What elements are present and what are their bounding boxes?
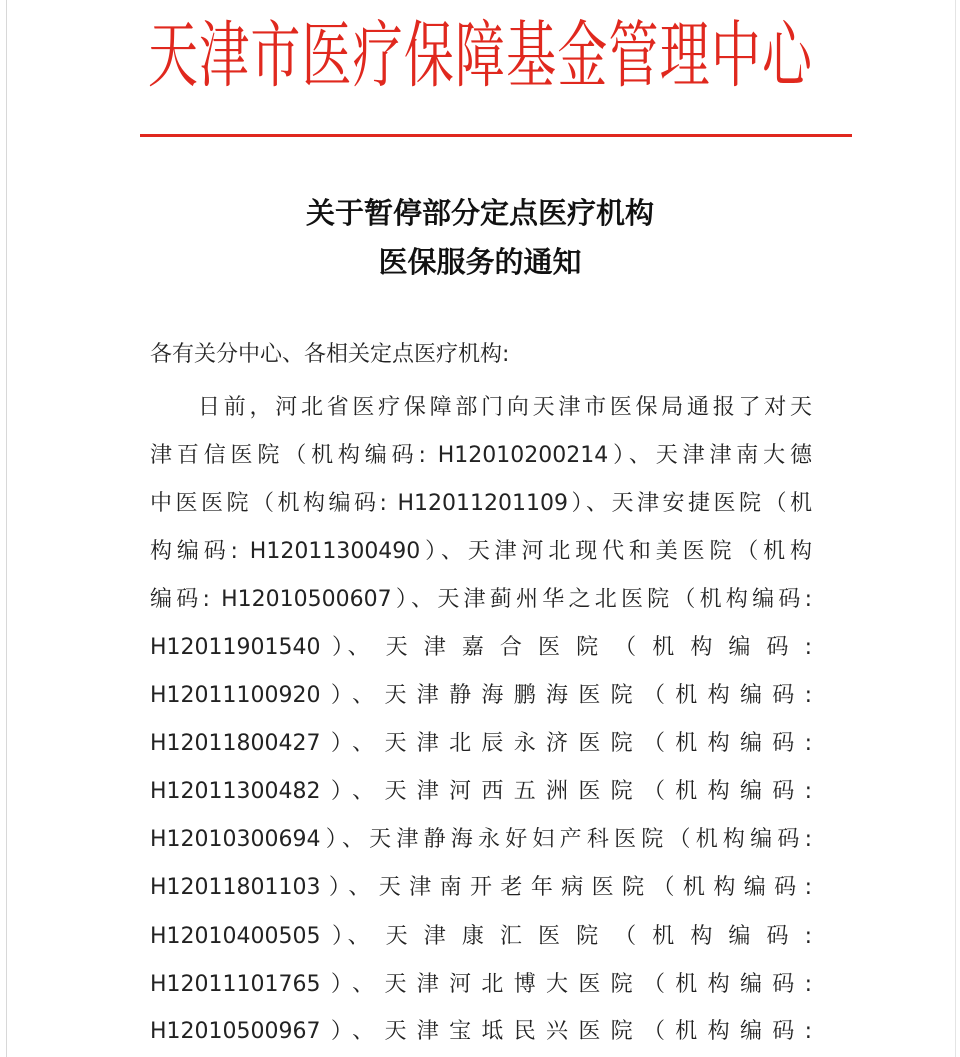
document-title-line-1: 关于暂停部分定点医疗机构 (305, 196, 654, 230)
body-line: 构编码: H12011300490）、天津河北现代和美医院（机构 (150, 539, 812, 564)
salutation: 各有关分中心、各相关定点医疗机构: (150, 342, 510, 367)
body-line: 日前，河北省医疗保障部门向天津市医保局通报了对天 (198, 395, 812, 420)
body-line: H12011101765）、天津河北博大医院（机构编码: (150, 972, 812, 997)
page-left-edge (6, 0, 7, 1057)
body-line: H12011100920）、天津静海鹏海医院（机构编码: (150, 683, 812, 708)
body-line: H12011300482）、天津河西五洲医院（机构编码: (150, 779, 812, 804)
body-line: 津百信医院（机构编码: H12010200214）、天津津南大德 (150, 443, 812, 468)
masthead-title: 天津市医疗保障基金管理中心 (148, 13, 812, 99)
body-line: H12011801103）、天津南开老年病医院（机构编码: (150, 875, 812, 900)
body-line: H12011800427）、天津北辰永济医院（机构编码: (150, 731, 812, 756)
body-line: 中医医院（机构编码: H12011201109）、天津安捷医院（机 (150, 491, 812, 516)
page-right-edge (955, 0, 956, 1057)
body-line: H12010500967）、天津宝坻民兴医院（机构编码: (150, 1019, 812, 1044)
body-line: H12011901540 ）、 天 津 嘉 合 医 院 （ 机 构 编 码 : (150, 635, 812, 660)
document-title-line-2: 医保服务的通知 (378, 245, 582, 279)
body-line: H12010300694）、天津静海永好妇产科医院（机构编码: (150, 827, 812, 852)
masthead-divider (140, 134, 852, 137)
body-line: 编码: H12010500607）、天津蓟州华之北医院（机构编码: (150, 587, 812, 612)
body-line: H12010400505 ）、 天 津 康 汇 医 院 （ 机 构 编 码 : (150, 924, 812, 949)
